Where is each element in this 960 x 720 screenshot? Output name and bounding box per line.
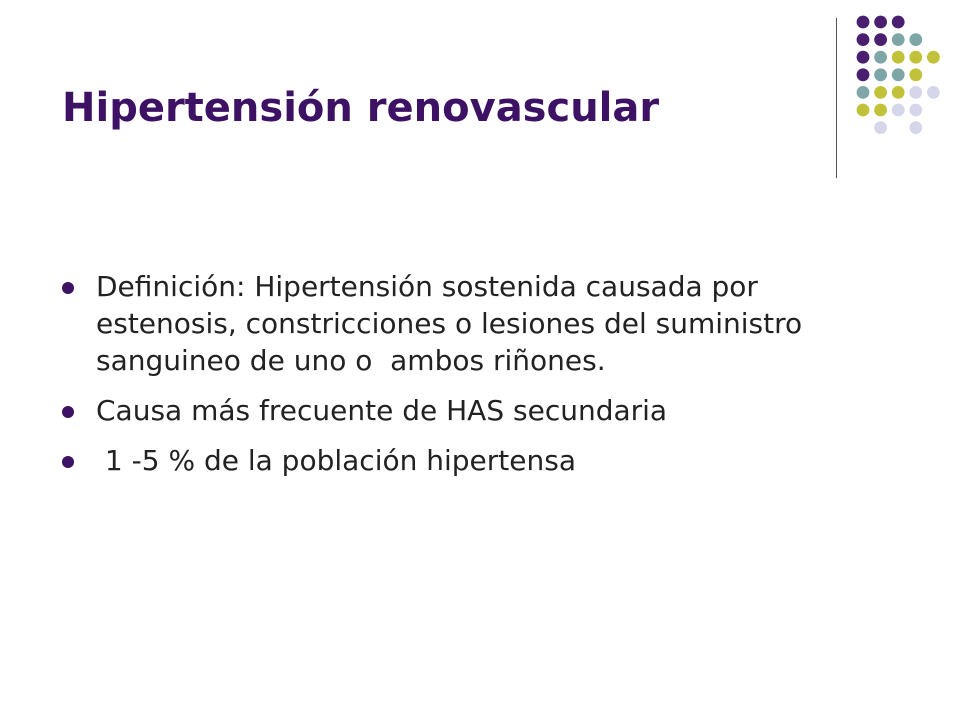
decorative-dot (874, 86, 887, 99)
decorative-dot (874, 104, 887, 117)
decorative-dot (874, 16, 887, 29)
decorative-dot (874, 51, 887, 64)
decorative-dot (857, 33, 870, 46)
bullet-item-cause (62, 392, 882, 429)
bullet-item-prevalence (62, 442, 882, 479)
bullet-point-icon (62, 456, 74, 468)
decorative-dot (874, 68, 887, 81)
decorative-dot (857, 51, 870, 64)
decorative-dot (857, 104, 870, 117)
slide-title: Hipertensión renovascular (62, 85, 660, 131)
bullet-point-icon (62, 282, 74, 294)
bullet-text: Causa más frecuente de HAS secundaria (96, 394, 668, 427)
bullet-text: Definición: Hipertensión sostenida causada por estenosis, constricciones o lesiones del suministro sanguineo de uno o ambos riñones. (96, 270, 812, 377)
decorative-dot (892, 16, 905, 29)
decorative-dot (909, 104, 922, 117)
bullet-point-icon (62, 406, 74, 418)
decorative-dot (927, 86, 940, 99)
title-divider-line (836, 18, 837, 178)
decorative-dot (874, 33, 887, 46)
decorative-dot (857, 16, 870, 29)
decorative-dot (857, 68, 870, 81)
decorative-dot (892, 104, 905, 117)
decorative-dot (909, 51, 922, 64)
bullet-list (62, 268, 882, 492)
decorative-dot (909, 86, 922, 99)
decorative-dot (909, 68, 922, 81)
decorative-dot (909, 33, 922, 46)
decorative-dot (927, 51, 940, 64)
decorative-dot (874, 121, 887, 134)
decorative-dot (909, 121, 922, 134)
bullet-text: 1 -5 % de la población hipertensa (96, 444, 576, 477)
decorative-dot (892, 51, 905, 64)
decorative-dot (892, 86, 905, 99)
bullet-item-definition (62, 268, 882, 379)
decorative-dot (892, 68, 905, 81)
decorative-dot (857, 86, 870, 99)
decorative-dot (892, 33, 905, 46)
